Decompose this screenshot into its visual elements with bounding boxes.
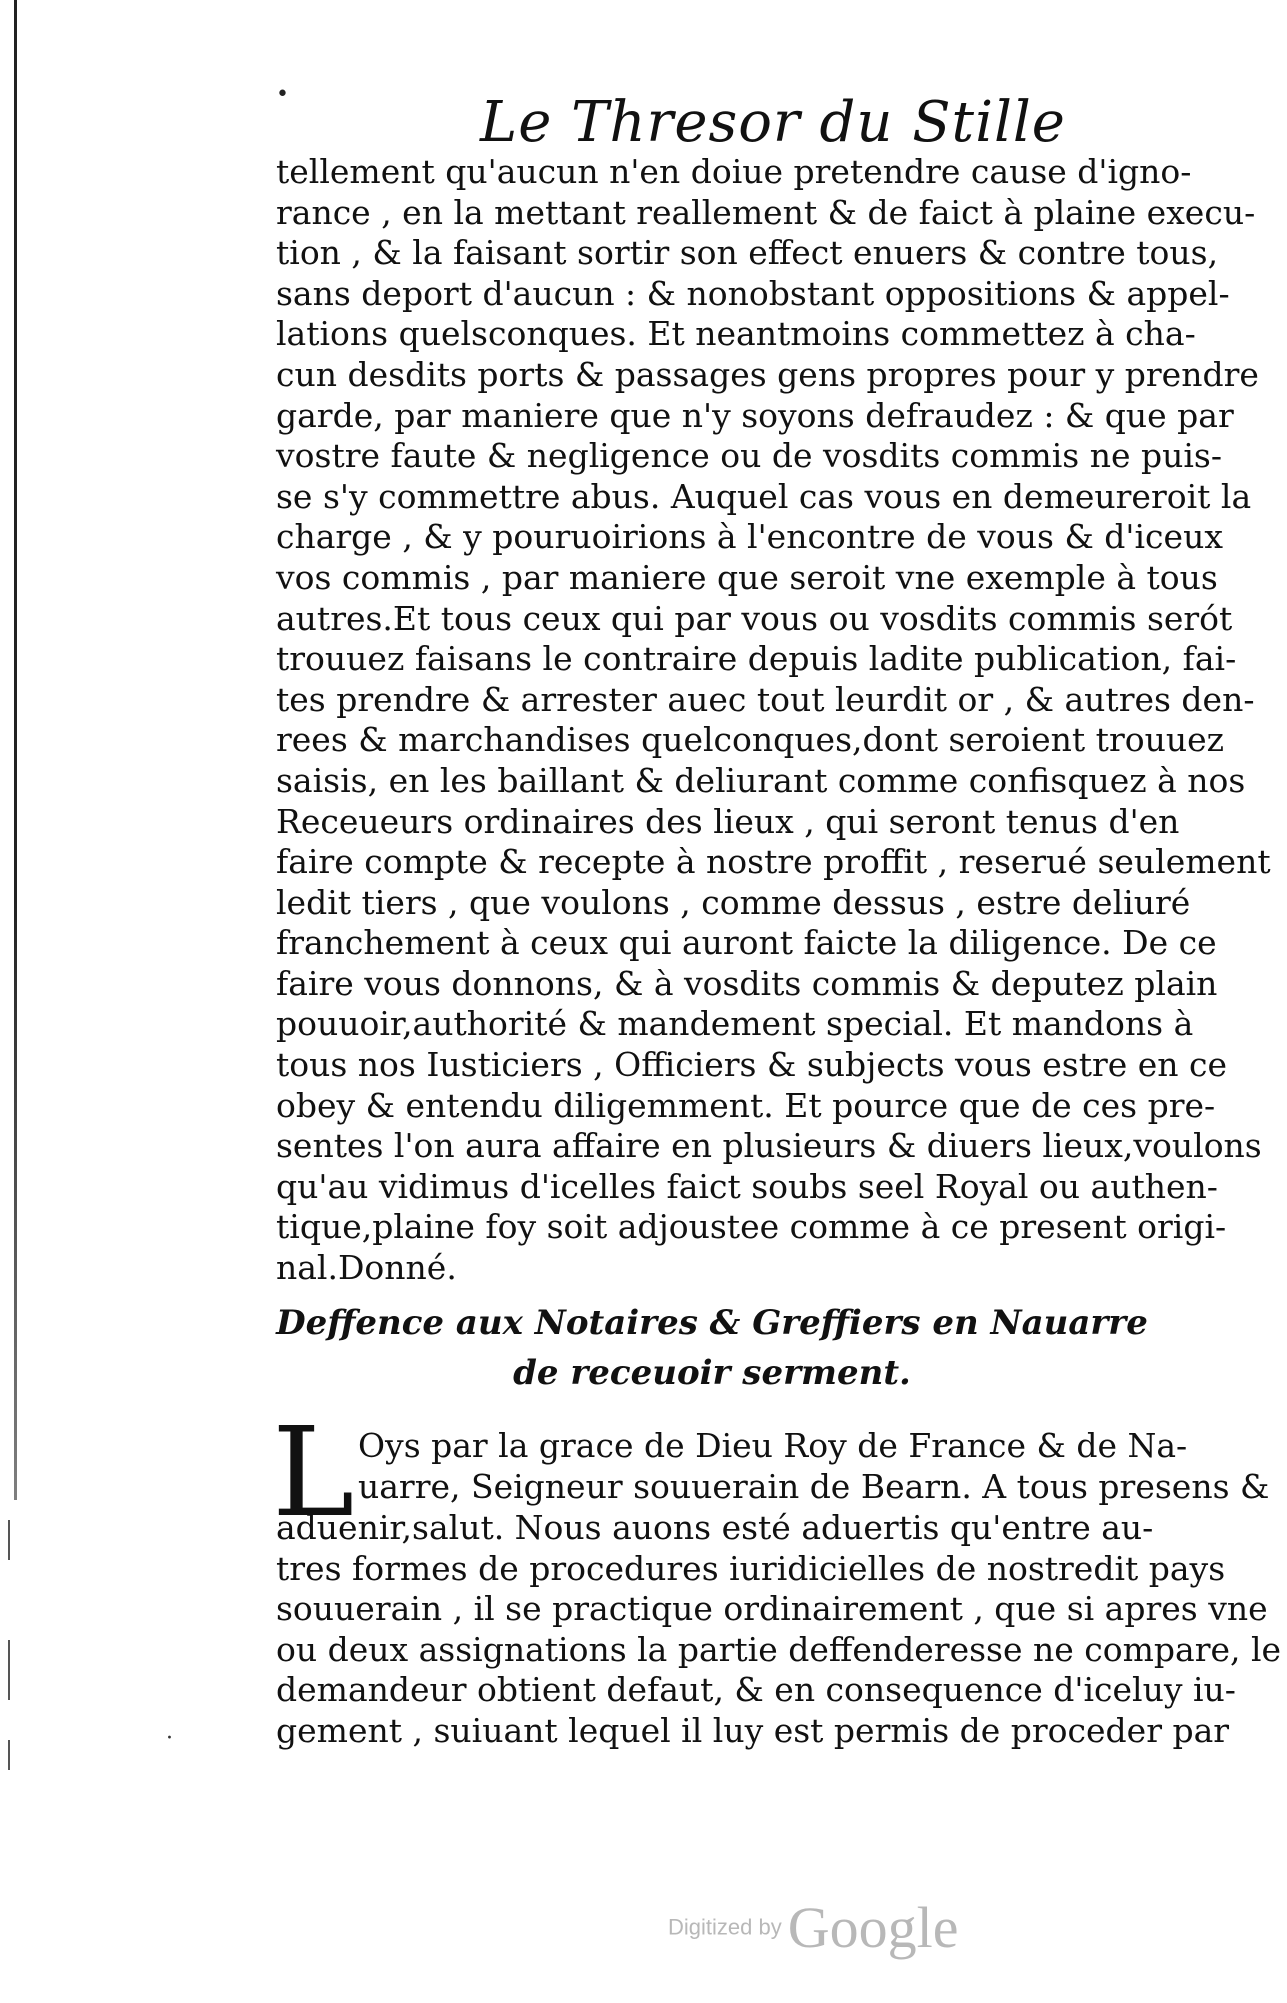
text-line: faire vous donnons, & à vosdits commis & deputez plain [276,963,1218,1003]
watermark-prefix: Digitized by [668,1914,782,1940]
text-line: franchement à ceux qui auront faicte la diligence. De ce [276,923,1217,963]
section-heading-line-2: de receuoir serment. [513,1353,911,1393]
margin-dot: · [166,1726,173,1751]
text-line: sentes l'on aura affaire en plusieurs & diuers lieux,voulons [276,1126,1262,1166]
text-line: uarre, Seigneur souuerain de Bearn. A tous presens & [358,1466,1270,1506]
text-line: vostre faute & negligence ou de vosdits commis ne puis- [276,436,1222,476]
text-line: rees & marchandises quelconques,dont seroient trouuez [276,720,1225,760]
text-line: saisis, en les baillant & deliurant comme confisquez à nos [276,760,1246,800]
text-line: ledit tiers , que voulons , comme dessus , estre deliuré [276,882,1191,922]
text-line: faire compte & recepte à nostre proffit , reserué seulement [276,842,1271,882]
section-heading-line-1: Deffence aux Notaires & Greffiers en Nauarre [276,1303,1148,1343]
page-left-edge [14,0,17,1500]
text-line: tique,plaine foy soit adjoustee comme à ce present origi- [276,1207,1227,1247]
text-line: tes prendre & arrester auec tout leurdit or , & autres den- [276,679,1255,719]
text-line: charge , & y pouruoirions à l'encontre de vous & d'iceux [276,517,1223,557]
text-line: souuerain , il se practique ordinairement , que si apres vne [276,1589,1268,1629]
text-line: pouuoir,authorité & mandement special. Et mandons à [276,1004,1194,1044]
text-line: nal.Donné. [276,1248,457,1288]
text-line: cun desdits ports & passages gens propres pour y prendre [276,354,1259,394]
body-text-block-2-opening [358,1426,1270,1507]
text-line: tres formes de procedures iuridicielles de nostredit pays [276,1548,1226,1588]
running-head: Le Thresor du Stille [480,90,1066,155]
text-line: ou deux assignations la partie deffenderesse ne compare, le [276,1629,1282,1669]
page-mark: • [276,82,289,107]
watermark-brand: Google [787,1895,959,1960]
body-text-block-2 [276,1508,1282,1752]
text-line: aduenir,salut. Nous auons esté aduertis qu'entre au- [276,1508,1154,1547]
text-line: obey & entendu diligemment. Et pource que de ces pre- [276,1085,1216,1125]
edge-mark [8,1520,10,1560]
text-line: se s'y commettre abus. Auquel cas vous en demeureroit la [276,476,1252,516]
drop-cap: L [272,1401,355,1545]
body-text-block-1 [276,152,1271,1289]
text-line: tous nos Iusticiers , Officiers & subjects vous estre en ce [276,1045,1228,1085]
text-line: sans deport d'aucun : & nonobstant oppositions & appel- [276,273,1230,313]
edge-mark [8,1640,10,1700]
text-line: lations quelsconques. Et neantmoins commettez à cha- [276,314,1196,354]
text-line: rance , en la mettant reallement & de faict à plaine execu- [276,192,1256,232]
text-line: tion , & la faisant sortir son effect enuers & contre tous, [276,233,1219,273]
edge-mark [8,1740,10,1770]
text-line: Oys par la grace de Dieu Roy de France & de Na- [358,1426,1188,1465]
text-line: garde, par maniere que n'y soyons defraudez : & que par [276,395,1234,435]
text-line: gement , suiuant lequel il luy est permis de proceder par [276,1710,1230,1750]
text-line: autres.Et tous ceux qui par vous ou vosdits commis serót [276,598,1233,638]
digitized-watermark [668,1894,958,1961]
text-line: Receueurs ordinaires des lieux , qui seront tenus d'en [276,801,1180,841]
text-line: tellement qu'aucun n'en doiue pretendre cause d'igno- [276,152,1192,191]
text-line: trouuez faisans le contraire depuis ladite publication, fai- [276,639,1237,679]
text-line: qu'au vidimus d'icelles faict soubs seel Royal ou authen- [276,1166,1218,1206]
text-line: demandeur obtient defaut, & en consequence d'iceluy iu- [276,1670,1236,1710]
text-line: vos commis , par maniere que seroit vne exemple à tous [276,557,1218,597]
